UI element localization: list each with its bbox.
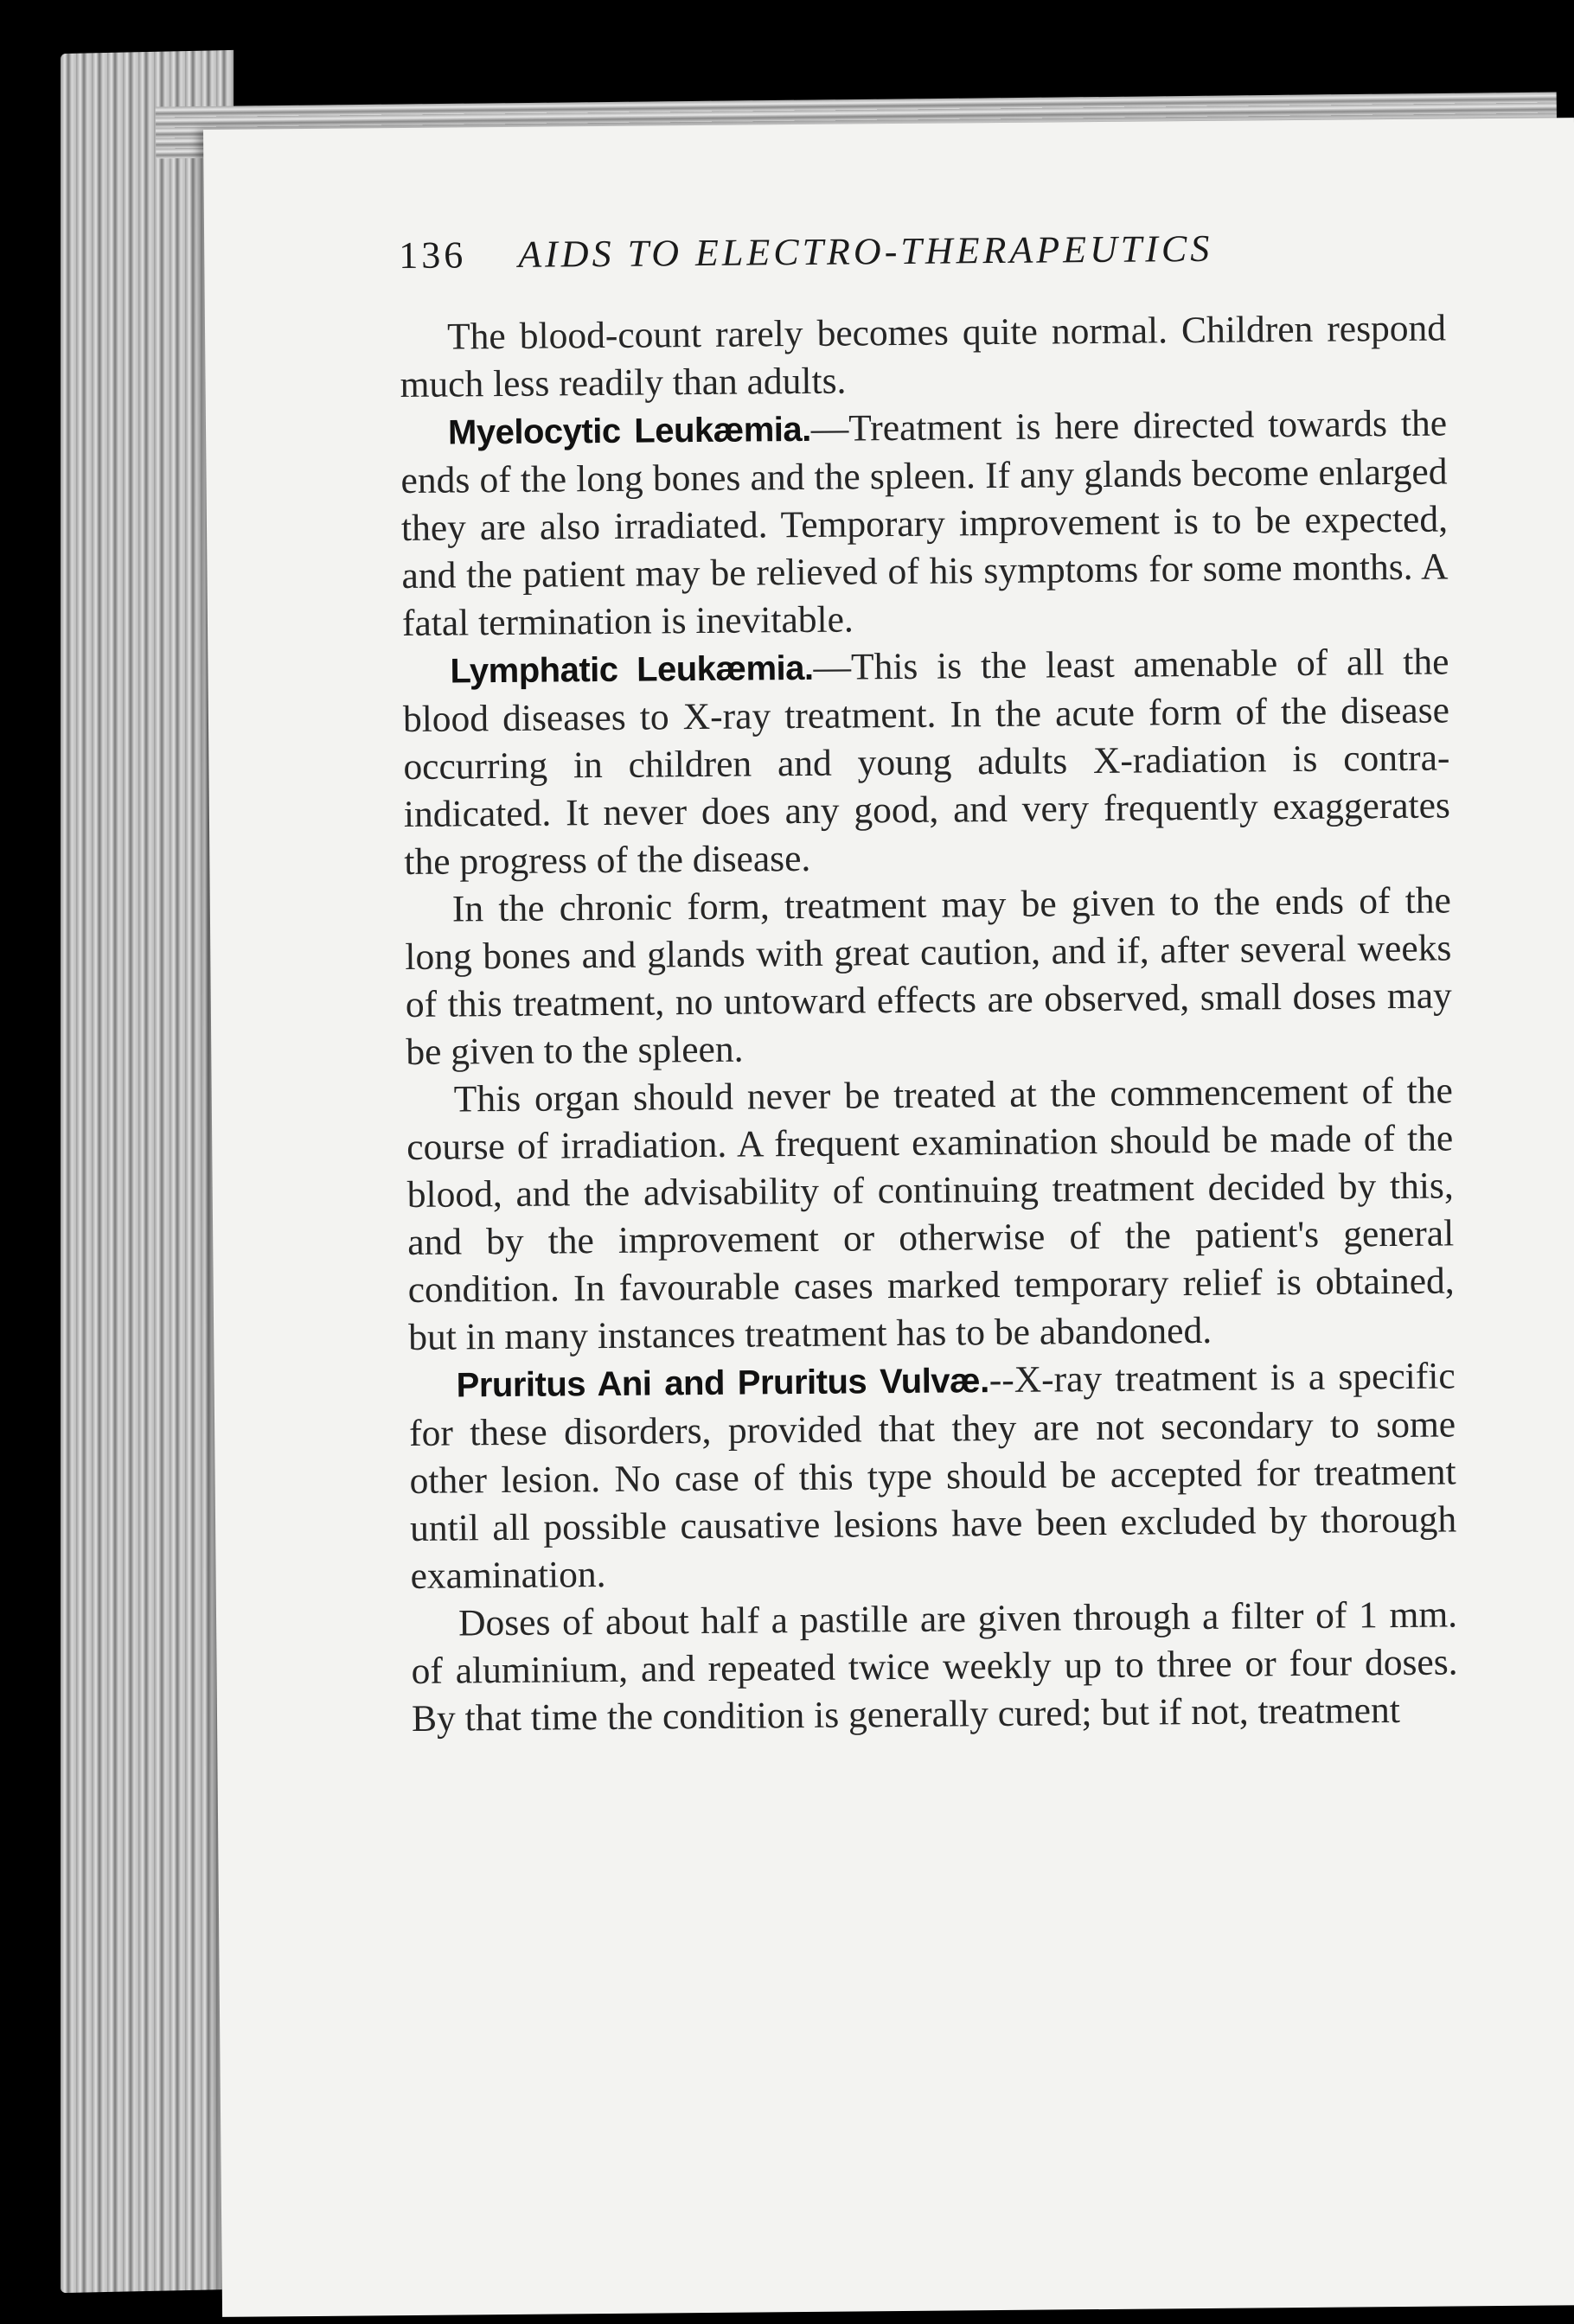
paragraph: [400, 304, 1447, 409]
section-heading: Lymphatic Leukæmia.: [450, 648, 814, 691]
paragraph-text: The blood-count rarely becomes quite normal. Children respond much less readily than adults.: [400, 307, 1447, 406]
running-head: [399, 224, 1523, 278]
running-title: AIDS TO ELECTRO-THERAPEUTICS: [518, 227, 1213, 276]
section-heading: Myelocytic Leukæmia.: [447, 410, 811, 452]
paragraph-text: In the chronic form, treatment may be given to the ends of the long bones and glands with great caution, and if, after several weeks of this treatment, no untoward effects are observed, small doses may be given to the spleen.: [405, 879, 1453, 1073]
paragraph-text: —This is the least amenable of all the blood diseases to X-ray treatment. In the acute form of the disease occurring in children and young adults X-radiation is contra-indicated. It never does any good, and very frequently exaggerates the progress of the disease.: [402, 641, 1451, 884]
section-heading: Pruritus Ani and Pruritus Vulvæ.: [456, 1362, 989, 1405]
paragraph: [400, 399, 1449, 648]
page-number: 136: [399, 233, 467, 278]
paragraph-text: —Treatment is here directed towards the ends of the long bones and the spleen. If any glands become enlarged they are also irradiated. Temporary improvement is to be expected, and the patient may be relieved of his symptoms for some months. A fatal termination is inevitable.: [400, 402, 1449, 645]
paragraph: [402, 638, 1450, 886]
book-page: [203, 118, 1574, 2317]
paragraph: [408, 1352, 1456, 1600]
paragraph: [405, 877, 1453, 1076]
paragraph: [406, 1067, 1456, 1362]
paragraph: [411, 1591, 1458, 1743]
body-text: [400, 304, 1458, 1742]
paragraph-text: --X-ray treatment is a specific for these disorders, provided that they are not secondary to some other lesion. No case of this type should be accepted for treatment until all possible causative lesions have been excluded by thorough examination.: [408, 1355, 1457, 1597]
paragraph-text: This organ should never be treated at the commencement of the course of irradiation. A frequent examination should be made of the blood, and the advisability of continuing treatment decided by this, and by the improvement or otherwise of the patient's general condition. In favourable cases marked temporary relief is obtained, but in many instances treatment has to be abandoned.: [406, 1069, 1455, 1358]
paragraph-text: Doses of about half a pastille are given through a filter of 1 mm. of aluminium, and repeated twice weekly up to three or four doses. By that time the condition is generally cured; but if not, treatment: [411, 1593, 1458, 1740]
